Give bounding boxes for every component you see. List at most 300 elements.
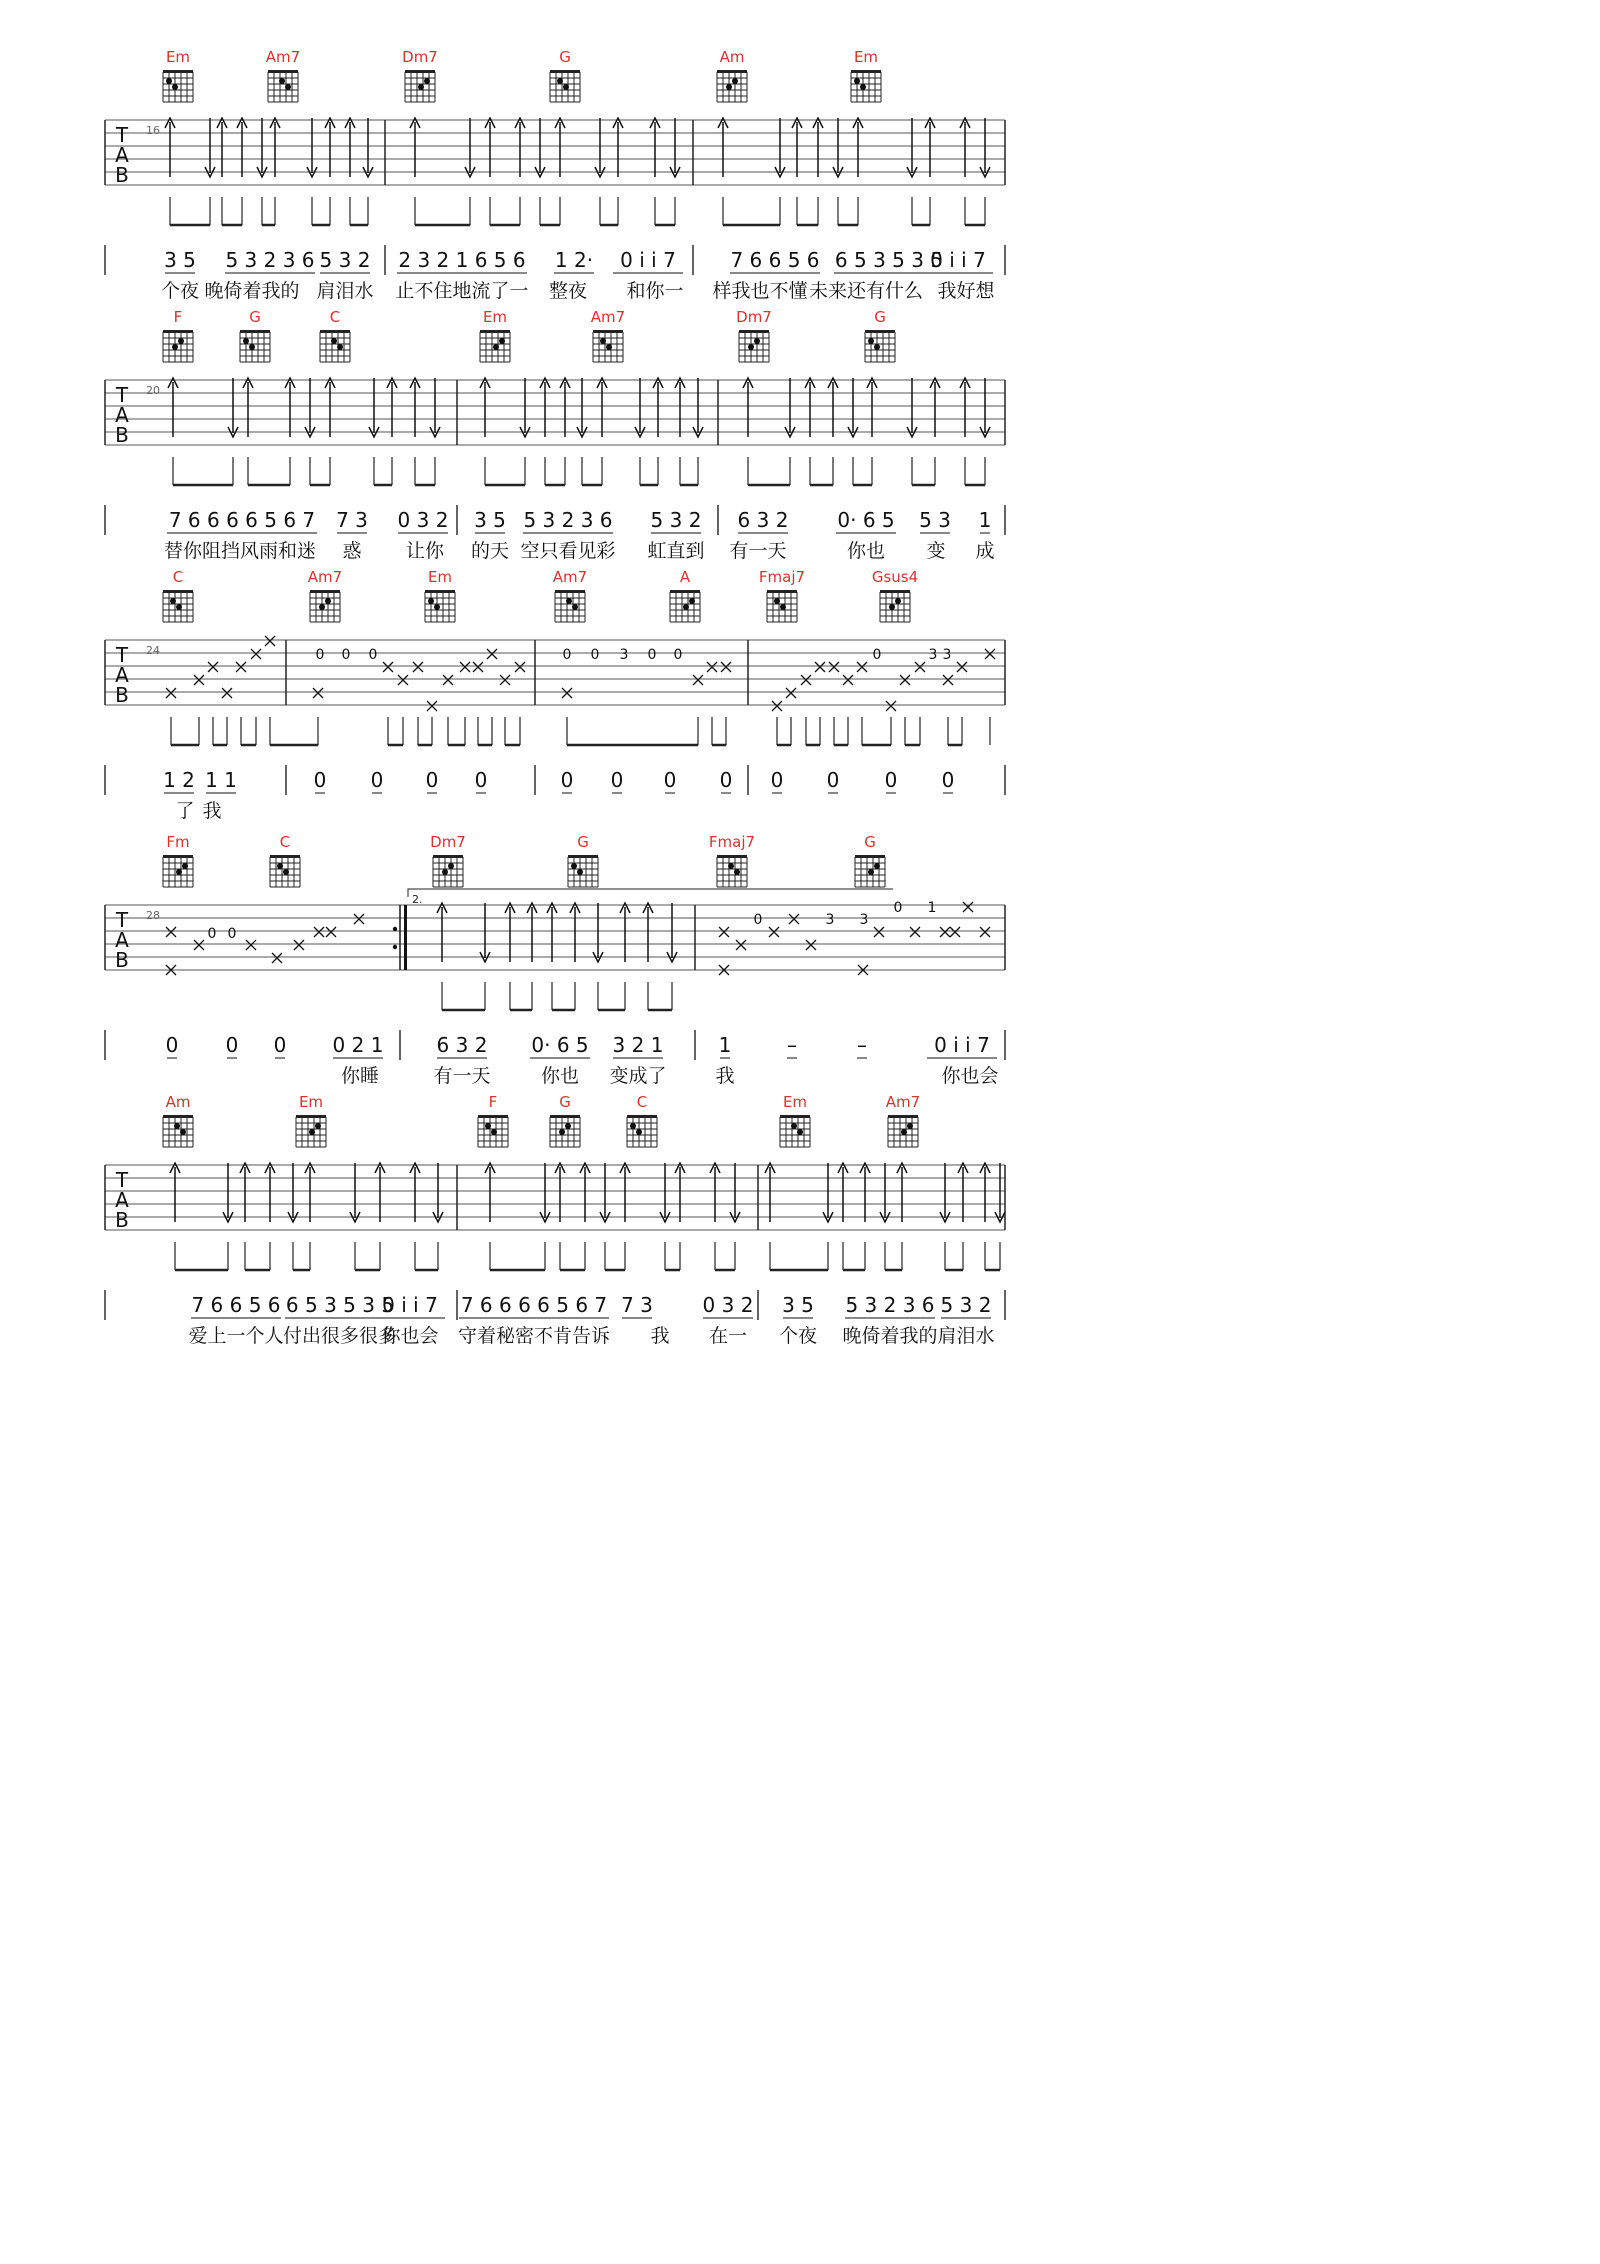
numbered-notation: 3 2 1 xyxy=(612,1033,664,1057)
chord-dot xyxy=(309,1129,315,1135)
chord-dot xyxy=(606,344,612,350)
tab-fret-number: 0 xyxy=(893,900,903,916)
numbered-notation: 1 xyxy=(718,1033,732,1057)
numbered-notation: 0 i i 7 xyxy=(620,248,676,272)
muted-note-x xyxy=(398,675,408,685)
lyric-text: 未来还有什么 xyxy=(808,280,924,302)
numbered-notation: 5 3 2 xyxy=(319,248,371,272)
chord-dot xyxy=(774,598,780,604)
lyric-text: 你也会 xyxy=(381,1325,439,1347)
numbered-notation: 7 6 6 5 6 xyxy=(730,248,820,272)
chord-dot xyxy=(493,344,499,350)
tab-fret-number: 3 xyxy=(619,647,629,663)
tab-fret-number: 3 xyxy=(942,647,952,663)
muted-note-x xyxy=(383,662,393,672)
chord-diagram xyxy=(270,833,300,887)
numbered-notation: 0 xyxy=(719,768,733,792)
chord-nut xyxy=(296,1115,326,1118)
lyric-text: 变 xyxy=(926,540,946,562)
chord-diagram xyxy=(402,48,438,102)
chord-diagram xyxy=(759,568,805,622)
tab-fret-number: 0 xyxy=(590,647,600,663)
chord-dot xyxy=(797,1129,803,1135)
muted-note-x xyxy=(957,662,967,672)
chord-nut xyxy=(550,70,580,73)
numbered-notation: 1 xyxy=(978,508,992,532)
muted-note-x xyxy=(562,688,572,698)
numbered-notation: 6 5 3 5 3 5 xyxy=(834,248,944,272)
numbered-notation: 3 5 xyxy=(474,508,506,532)
chord-name: Fm xyxy=(166,833,190,851)
chord-name: Am xyxy=(719,48,745,66)
repeat-dot xyxy=(393,927,397,931)
chord-name: F xyxy=(488,1093,498,1111)
numbered-notation: 0 3 2 xyxy=(397,508,449,532)
numbered-notation: 6 3 2 xyxy=(737,508,789,532)
chord-dot xyxy=(854,78,860,84)
numbered-notation: 0· 6 5 xyxy=(531,1033,589,1057)
tab-clef-letter: A xyxy=(115,403,129,427)
lyric-text: 空只看见彩 xyxy=(520,540,616,562)
chord-dot xyxy=(174,1123,180,1129)
numbered-notation: 7 3 xyxy=(336,508,368,532)
chord-diagram xyxy=(736,308,772,362)
chord-dot xyxy=(732,78,738,84)
lyric-text: 我好想 xyxy=(937,280,995,302)
tab-clef-letter: T xyxy=(115,643,129,667)
chord-nut xyxy=(405,70,435,73)
chord-nut xyxy=(425,590,455,593)
chord-dot xyxy=(571,863,577,869)
chord-dot xyxy=(734,869,740,875)
chord-nut xyxy=(593,330,623,333)
chord-dot xyxy=(889,604,895,610)
muted-note-x xyxy=(693,675,703,685)
numbered-notation: 1 1 xyxy=(205,768,237,792)
lyric-text: 肩泪水 xyxy=(937,1325,995,1347)
numbered-notation: 0 xyxy=(225,1033,239,1057)
chord-diagram xyxy=(296,1093,326,1147)
tab-clef-letter: A xyxy=(115,143,129,167)
chord-diagram xyxy=(780,1093,810,1147)
lyric-text: 止不住地流了一 xyxy=(395,280,529,302)
chord-dot xyxy=(565,1123,571,1129)
chord-dot xyxy=(491,1129,497,1135)
chord-dot xyxy=(180,1129,186,1135)
chord-dot xyxy=(572,604,578,610)
chord-diagram xyxy=(851,48,881,102)
chord-dot xyxy=(600,338,606,344)
lyric-text: 让你 xyxy=(405,540,445,562)
muted-note-x xyxy=(801,675,811,685)
chord-diagram xyxy=(627,1093,657,1147)
chord-dot xyxy=(895,598,901,604)
chord-dot xyxy=(319,604,325,610)
chord-name: Em xyxy=(298,1093,324,1111)
lyric-text: 个夜 xyxy=(778,1325,818,1347)
numbered-notation: 0 2 1 xyxy=(332,1033,384,1057)
chord-name: Fmaj7 xyxy=(708,833,756,851)
chord-dot xyxy=(176,869,182,875)
lyric-text: 守着秘密不肯告诉 xyxy=(457,1325,611,1347)
chord-diagram xyxy=(591,308,625,362)
lyric-text: 晚倚着我的 xyxy=(842,1325,938,1347)
chord-diagram xyxy=(240,308,270,362)
chord-dot xyxy=(630,1123,636,1129)
chord-dot xyxy=(178,338,184,344)
tab-clef-letter: A xyxy=(115,928,129,952)
chord-nut xyxy=(568,855,598,858)
chord-dot xyxy=(907,1123,913,1129)
chord-nut xyxy=(880,590,910,593)
repeat-bar-thick xyxy=(404,905,407,970)
muted-note-x xyxy=(460,662,470,672)
tab-fret-number: 0 xyxy=(315,647,325,663)
chord-name: C xyxy=(636,1093,648,1111)
lyric-text: 我 xyxy=(202,800,222,822)
chord-nut xyxy=(478,1115,508,1118)
numbered-notation: 6 3 2 xyxy=(436,1033,488,1057)
lyric-text: 肩泪水 xyxy=(316,280,374,302)
tab-fret-number: 0 xyxy=(207,926,217,942)
numbered-notation: 0· 6 5 xyxy=(837,508,895,532)
muted-note-x xyxy=(940,927,950,937)
numbered-notation: 7 6 6 6 6 5 6 7 xyxy=(460,1293,608,1317)
lyric-text: 你也 xyxy=(846,540,886,562)
chord-dot xyxy=(566,598,572,604)
muted-note-x xyxy=(166,688,176,698)
muted-note-x xyxy=(769,927,779,937)
tab-fret-number: 0 xyxy=(647,647,657,663)
lyric-text: 变成了 xyxy=(609,1065,667,1087)
volta-bracket xyxy=(408,889,893,897)
muted-note-x xyxy=(443,675,453,685)
chord-dot xyxy=(726,84,732,90)
chord-dot xyxy=(283,869,289,875)
chord-diagram xyxy=(163,568,193,622)
muted-note-x xyxy=(772,701,782,711)
muted-note-x xyxy=(473,662,483,672)
chord-diagram xyxy=(430,833,466,887)
muted-note-x xyxy=(427,701,437,711)
lyric-text: 晚倚着我的 xyxy=(204,280,300,302)
numbered-notation: 7 3 xyxy=(621,1293,653,1317)
numbered-notation: 0 xyxy=(560,768,574,792)
muted-note-x xyxy=(166,927,176,937)
muted-note-x xyxy=(500,675,510,685)
numbered-notation: 0 xyxy=(313,768,327,792)
chord-dot xyxy=(331,338,337,344)
chord-diagram xyxy=(550,1093,580,1147)
chord-diagram xyxy=(163,833,193,887)
lyric-text: 我 xyxy=(650,1325,670,1347)
chord-diagram xyxy=(163,308,193,362)
chord-nut xyxy=(163,590,193,593)
chord-diagram xyxy=(553,568,587,622)
chord-nut xyxy=(555,590,585,593)
chord-nut xyxy=(717,70,747,73)
tab-fret-number: 0 xyxy=(227,926,237,942)
chord-diagram xyxy=(709,833,755,887)
chord-dot xyxy=(434,604,440,610)
chord-dot xyxy=(172,344,178,350)
muted-note-x xyxy=(246,940,256,950)
chord-name: G xyxy=(864,833,876,851)
muted-note-x xyxy=(786,688,796,698)
chord-dot xyxy=(577,869,583,875)
chord-diagram xyxy=(550,48,580,102)
numbered-notation: 0 3 2 xyxy=(702,1293,754,1317)
numbered-notation: 0 xyxy=(273,1033,287,1057)
chord-dot xyxy=(279,78,285,84)
chord-name: G xyxy=(249,308,261,326)
chord-nut xyxy=(888,1115,918,1118)
lyric-text: 个夜 xyxy=(160,280,200,302)
chord-name: G xyxy=(874,308,886,326)
lyric-text: 的天 xyxy=(470,540,510,562)
tab-clef-letter: T xyxy=(115,123,129,147)
chord-dot xyxy=(868,869,874,875)
numbered-notation: 0 xyxy=(370,768,384,792)
muted-note-x xyxy=(736,940,746,950)
numbered-notation: 0 xyxy=(770,768,784,792)
chord-diagram xyxy=(872,568,918,622)
chord-dot xyxy=(170,598,176,604)
chord-name: Em xyxy=(165,48,191,66)
muted-note-x xyxy=(265,636,275,646)
chord-diagram xyxy=(855,833,885,887)
chord-name: F xyxy=(173,308,183,326)
muted-note-x xyxy=(222,688,232,698)
tab-fret-number: 0 xyxy=(368,647,378,663)
numbered-notation: 0 xyxy=(610,768,624,792)
chord-dot xyxy=(277,863,283,869)
chord-diagram xyxy=(886,1093,920,1147)
tab-clef-letter: A xyxy=(115,1188,129,1212)
chord-diagram xyxy=(320,308,350,362)
repeat-dot xyxy=(393,945,397,949)
chord-diagram xyxy=(480,308,510,362)
chord-name: C xyxy=(329,308,341,326)
chord-dot xyxy=(748,344,754,350)
chord-nut xyxy=(163,1115,193,1118)
chord-diagram xyxy=(568,833,598,887)
measure-number: 20 xyxy=(146,384,160,397)
chord-nut xyxy=(670,590,700,593)
muted-note-x xyxy=(515,662,525,672)
numbered-notation: 7 6 6 6 6 5 6 7 xyxy=(168,508,316,532)
chord-dot xyxy=(418,84,424,90)
chord-dot xyxy=(860,84,866,90)
muted-note-x xyxy=(943,675,953,685)
chord-dot xyxy=(249,344,255,350)
chord-diagram xyxy=(425,568,455,622)
tab-fret-number: 0 xyxy=(673,647,683,663)
chord-dot xyxy=(315,1123,321,1129)
lyric-text: 我 xyxy=(715,1065,735,1087)
measure-number: 16 xyxy=(146,124,160,137)
chord-dot xyxy=(182,863,188,869)
lyric-text: 整夜 xyxy=(548,280,588,302)
chord-dot xyxy=(874,863,880,869)
numbered-notation: 1 2 xyxy=(163,768,195,792)
numbered-notation: 5 3 2 xyxy=(940,1293,992,1317)
tab-clef-letter: A xyxy=(115,663,129,687)
tab-clef-letter: B xyxy=(115,163,129,187)
numbered-notation: 0 xyxy=(663,768,677,792)
lyric-text: 替你阻挡风雨和迷 xyxy=(163,540,317,562)
muted-note-x xyxy=(251,649,261,659)
muted-note-x xyxy=(874,927,884,937)
muted-note-x xyxy=(843,675,853,685)
lyric-text: 和你一 xyxy=(626,280,684,302)
muted-note-x xyxy=(236,662,246,672)
numbered-notation: 0 xyxy=(941,768,955,792)
numbered-notation: – xyxy=(857,1033,867,1057)
numbered-notation: 2 3 2 1 6 5 6 xyxy=(398,248,526,272)
chord-name: G xyxy=(577,833,589,851)
chord-dot xyxy=(442,869,448,875)
tab-fret-number: 3 xyxy=(928,647,938,663)
chord-dot xyxy=(683,604,689,610)
muted-note-x xyxy=(980,927,990,937)
chord-name: Am7 xyxy=(307,568,343,586)
chord-dot xyxy=(166,78,172,84)
muted-note-x xyxy=(910,927,920,937)
chord-nut xyxy=(163,330,193,333)
chord-dot xyxy=(874,344,880,350)
tab-fret-number: 0 xyxy=(872,647,882,663)
muted-note-x xyxy=(707,662,717,672)
numbered-notation: 0 i i 7 xyxy=(934,1033,990,1057)
tab-fret-number: 1 xyxy=(927,900,937,916)
chord-diagram xyxy=(670,568,700,622)
chord-dot xyxy=(780,604,786,610)
chord-dot xyxy=(424,78,430,84)
tab-clef-letter: T xyxy=(115,383,129,407)
chord-name: Em xyxy=(782,1093,808,1111)
chord-nut xyxy=(163,70,193,73)
numbered-notation: 6 5 3 5 3 5 xyxy=(285,1293,395,1317)
numbered-notation: 0 xyxy=(474,768,488,792)
numbered-notation: 7 6 6 5 6 xyxy=(191,1293,281,1317)
chord-dot xyxy=(754,338,760,344)
chord-name: C xyxy=(279,833,291,851)
numbered-notation: 0 i i 7 xyxy=(930,248,986,272)
muted-note-x xyxy=(313,688,323,698)
chord-nut xyxy=(851,70,881,73)
numbered-notation: 0 xyxy=(425,768,439,792)
muted-note-x xyxy=(487,649,497,659)
chord-name: Am7 xyxy=(590,308,626,326)
chord-name: A xyxy=(679,568,691,586)
lyric-text: 你睡 xyxy=(340,1065,380,1087)
chord-nut xyxy=(865,330,895,333)
chord-name: G xyxy=(559,1093,571,1111)
tab-fret-number: 0 xyxy=(753,912,763,928)
lyric-text: 有一天 xyxy=(433,1065,491,1087)
chord-nut xyxy=(268,70,298,73)
measure-number: 28 xyxy=(146,909,160,922)
chord-name: Fmaj7 xyxy=(758,568,806,586)
muted-note-x xyxy=(314,927,324,937)
measure-number: 24 xyxy=(146,644,160,657)
chord-diagram xyxy=(865,308,895,362)
chord-nut xyxy=(780,1115,810,1118)
chord-dot xyxy=(325,598,331,604)
muted-note-x xyxy=(806,940,816,950)
lyric-text: 了 xyxy=(175,800,195,822)
chord-dot xyxy=(448,863,454,869)
muted-note-x xyxy=(413,662,423,672)
numbered-notation: 0 xyxy=(884,768,898,792)
tab-fret-number: 3 xyxy=(825,912,835,928)
numbered-notation: 5 3 2 3 6 xyxy=(225,248,315,272)
chord-nut xyxy=(855,855,885,858)
lyric-text: 付出很多很多 xyxy=(282,1325,398,1347)
muted-note-x xyxy=(354,914,364,924)
chord-nut xyxy=(767,590,797,593)
tab-fret-number: 3 xyxy=(859,912,869,928)
chord-dot xyxy=(172,84,178,90)
tab-clef-letter: B xyxy=(115,948,129,972)
muted-note-x xyxy=(326,927,336,937)
numbered-notation: 0 xyxy=(826,768,840,792)
numbered-notation: 3 5 xyxy=(782,1293,814,1317)
muted-note-x xyxy=(963,902,973,912)
chord-diagram xyxy=(266,48,300,102)
muted-note-x xyxy=(900,675,910,685)
chord-dot xyxy=(557,78,563,84)
lyric-text: 爱上一个人 xyxy=(188,1325,284,1347)
chord-nut xyxy=(240,330,270,333)
chord-name: Em xyxy=(427,568,453,586)
lyric-text: 你也 xyxy=(540,1065,580,1087)
chord-nut xyxy=(433,855,463,858)
lyric-text: 在一 xyxy=(708,1325,748,1347)
chord-name: Em xyxy=(853,48,879,66)
chord-name: G xyxy=(559,48,571,66)
lyric-text: 你也会 xyxy=(941,1065,999,1087)
numbered-notation: 1 2· xyxy=(554,248,594,272)
tab-clef-letter: B xyxy=(115,683,129,707)
tab-clef-letter: B xyxy=(115,1208,129,1232)
numbered-notation: 5 3 2 3 6 xyxy=(523,508,613,532)
chord-diagram xyxy=(308,568,342,622)
chord-nut xyxy=(627,1115,657,1118)
numbered-notation: 5 3 2 3 6 xyxy=(845,1293,935,1317)
numbered-notation: 5 3 2 xyxy=(650,508,702,532)
chord-dot xyxy=(285,84,291,90)
muted-note-x xyxy=(829,662,839,672)
chord-nut xyxy=(550,1115,580,1118)
chord-dot xyxy=(868,338,874,344)
chord-dot xyxy=(337,344,343,350)
lyric-text: 惑 xyxy=(342,540,362,562)
muted-note-x xyxy=(194,675,204,685)
tab-clef-letter: T xyxy=(115,908,129,932)
chord-name: Gsus4 xyxy=(871,568,919,586)
chord-nut xyxy=(717,855,747,858)
tab-clef-letter: T xyxy=(115,1168,129,1192)
chord-dot xyxy=(791,1123,797,1129)
muted-note-x xyxy=(857,662,867,672)
numbered-notation: 3 5 xyxy=(164,248,196,272)
chord-dot xyxy=(689,598,695,604)
muted-note-x xyxy=(208,662,218,672)
lyric-text: 有一天 xyxy=(729,540,787,562)
chord-name: Am xyxy=(165,1093,191,1111)
